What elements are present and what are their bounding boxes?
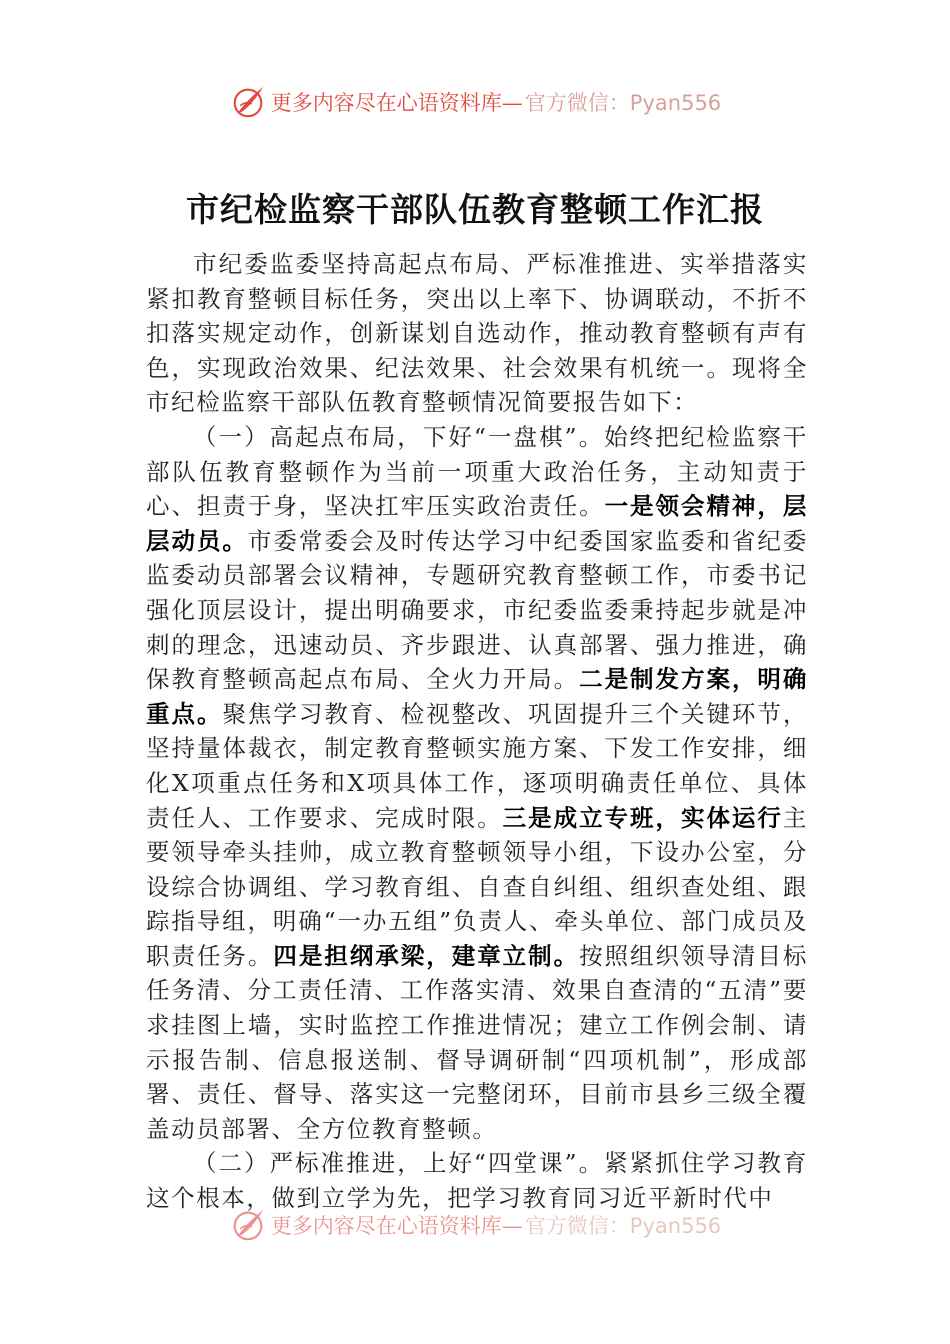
section-1-text-1: 市委常委会及时传达学习中纪委国家监委和省纪委监委动员部署会议精神，专题研究教育整顿工作，市委书记强化顶层设计，提出明确要求，市纪委监委秉持起步就是冲刺的理念，迅速动员、齐步跟进、认真部署、强力推进，确保教育整顿高起点布局、全火力开局。	[146, 526, 808, 694]
footer-watermark	[0, 1205, 950, 1245]
header-watermark	[0, 82, 950, 122]
document-title: 市纪检监察干部队伍教育整顿工作汇报	[186, 190, 764, 229]
section-1-text-3: 主要领导牵头挂帅，成立教育整顿领导小组，下设办公室，分设综合协调组、学习教育组、自查自纠组、组织查处组、跟踪指导组，明确“一办五组”负责人、牵头单位、部门成员及职责任务。	[146, 803, 808, 970]
watermark-contact: 官方微信：Pyan556	[524, 1214, 722, 1238]
watermark-text: 更多内容尽在心语资料库—	[270, 1214, 523, 1238]
section-1-paragraph	[146, 420, 808, 1146]
section-1-heading-4: 四是担纲承梁，建章立制。	[273, 941, 580, 970]
watermark-contact: 官方微信：Pyan556	[524, 91, 722, 115]
watermark-text: 更多内容尽在心语资料库—	[270, 91, 523, 115]
section-1-lead: （一）高起点布局，下好“一盘棋”。始终把纪检监察干部队伍教育整顿作为当前一项重大政治任务，主动知责于心、担责于身，坚决扛牢压实政治责任。	[146, 422, 808, 521]
quill-seal-icon	[229, 1206, 267, 1244]
section-1-text-2: 聚焦学习教育、检视整改、巩固提升三个关键环节，坚持量体裁衣，制定教育整顿实施方案、下发工作安排，细化X项重点任务和X项具体工作，逐项明确责任单位、具体责任人、工作要求、完成时限。	[146, 699, 808, 832]
document-body	[146, 247, 808, 1216]
section-1-heading-1: 一是领会精神，层层动员。	[146, 492, 808, 555]
section-2-lead: （二）严标准推进，上好“四堂课”。紧紧抓住学习教育这个根本，做到立学为先，把学习教育同习近平新时代中	[146, 1149, 808, 1213]
section-1-heading-3: 三是成立专班，实体运行	[502, 803, 783, 832]
section-1-text-4: 按照组织领导清目标任务清、分工责任清、工作落实清、效果自查清的“五清”要求挂图上墙，实时监控工作推进情况；建立工作例会制、请示报告制、信息报送制、督导调研制“四项机制”，形成部署、责任、督导、落实这一完整闭环，目前市县乡三级全覆盖动员部署、全方位教育整顿。	[146, 941, 809, 1143]
section-1-heading-2: 二是制发方案，明确重点。	[146, 665, 808, 728]
quill-seal-icon	[229, 83, 267, 121]
intro-paragraph: 市纪委监委坚持高起点布局、严标准推进、实举措落实紧扣教育整顿目标任务，突出以上率下、协调联动，不折不扣落实规定动作，创新谋划自选动作，推动教育整顿有声有色，实现政治效果、纪法效果、社会效果有机统一。现将全市纪检监察干部队伍教育整顿情况简要报告如下：	[146, 250, 808, 417]
